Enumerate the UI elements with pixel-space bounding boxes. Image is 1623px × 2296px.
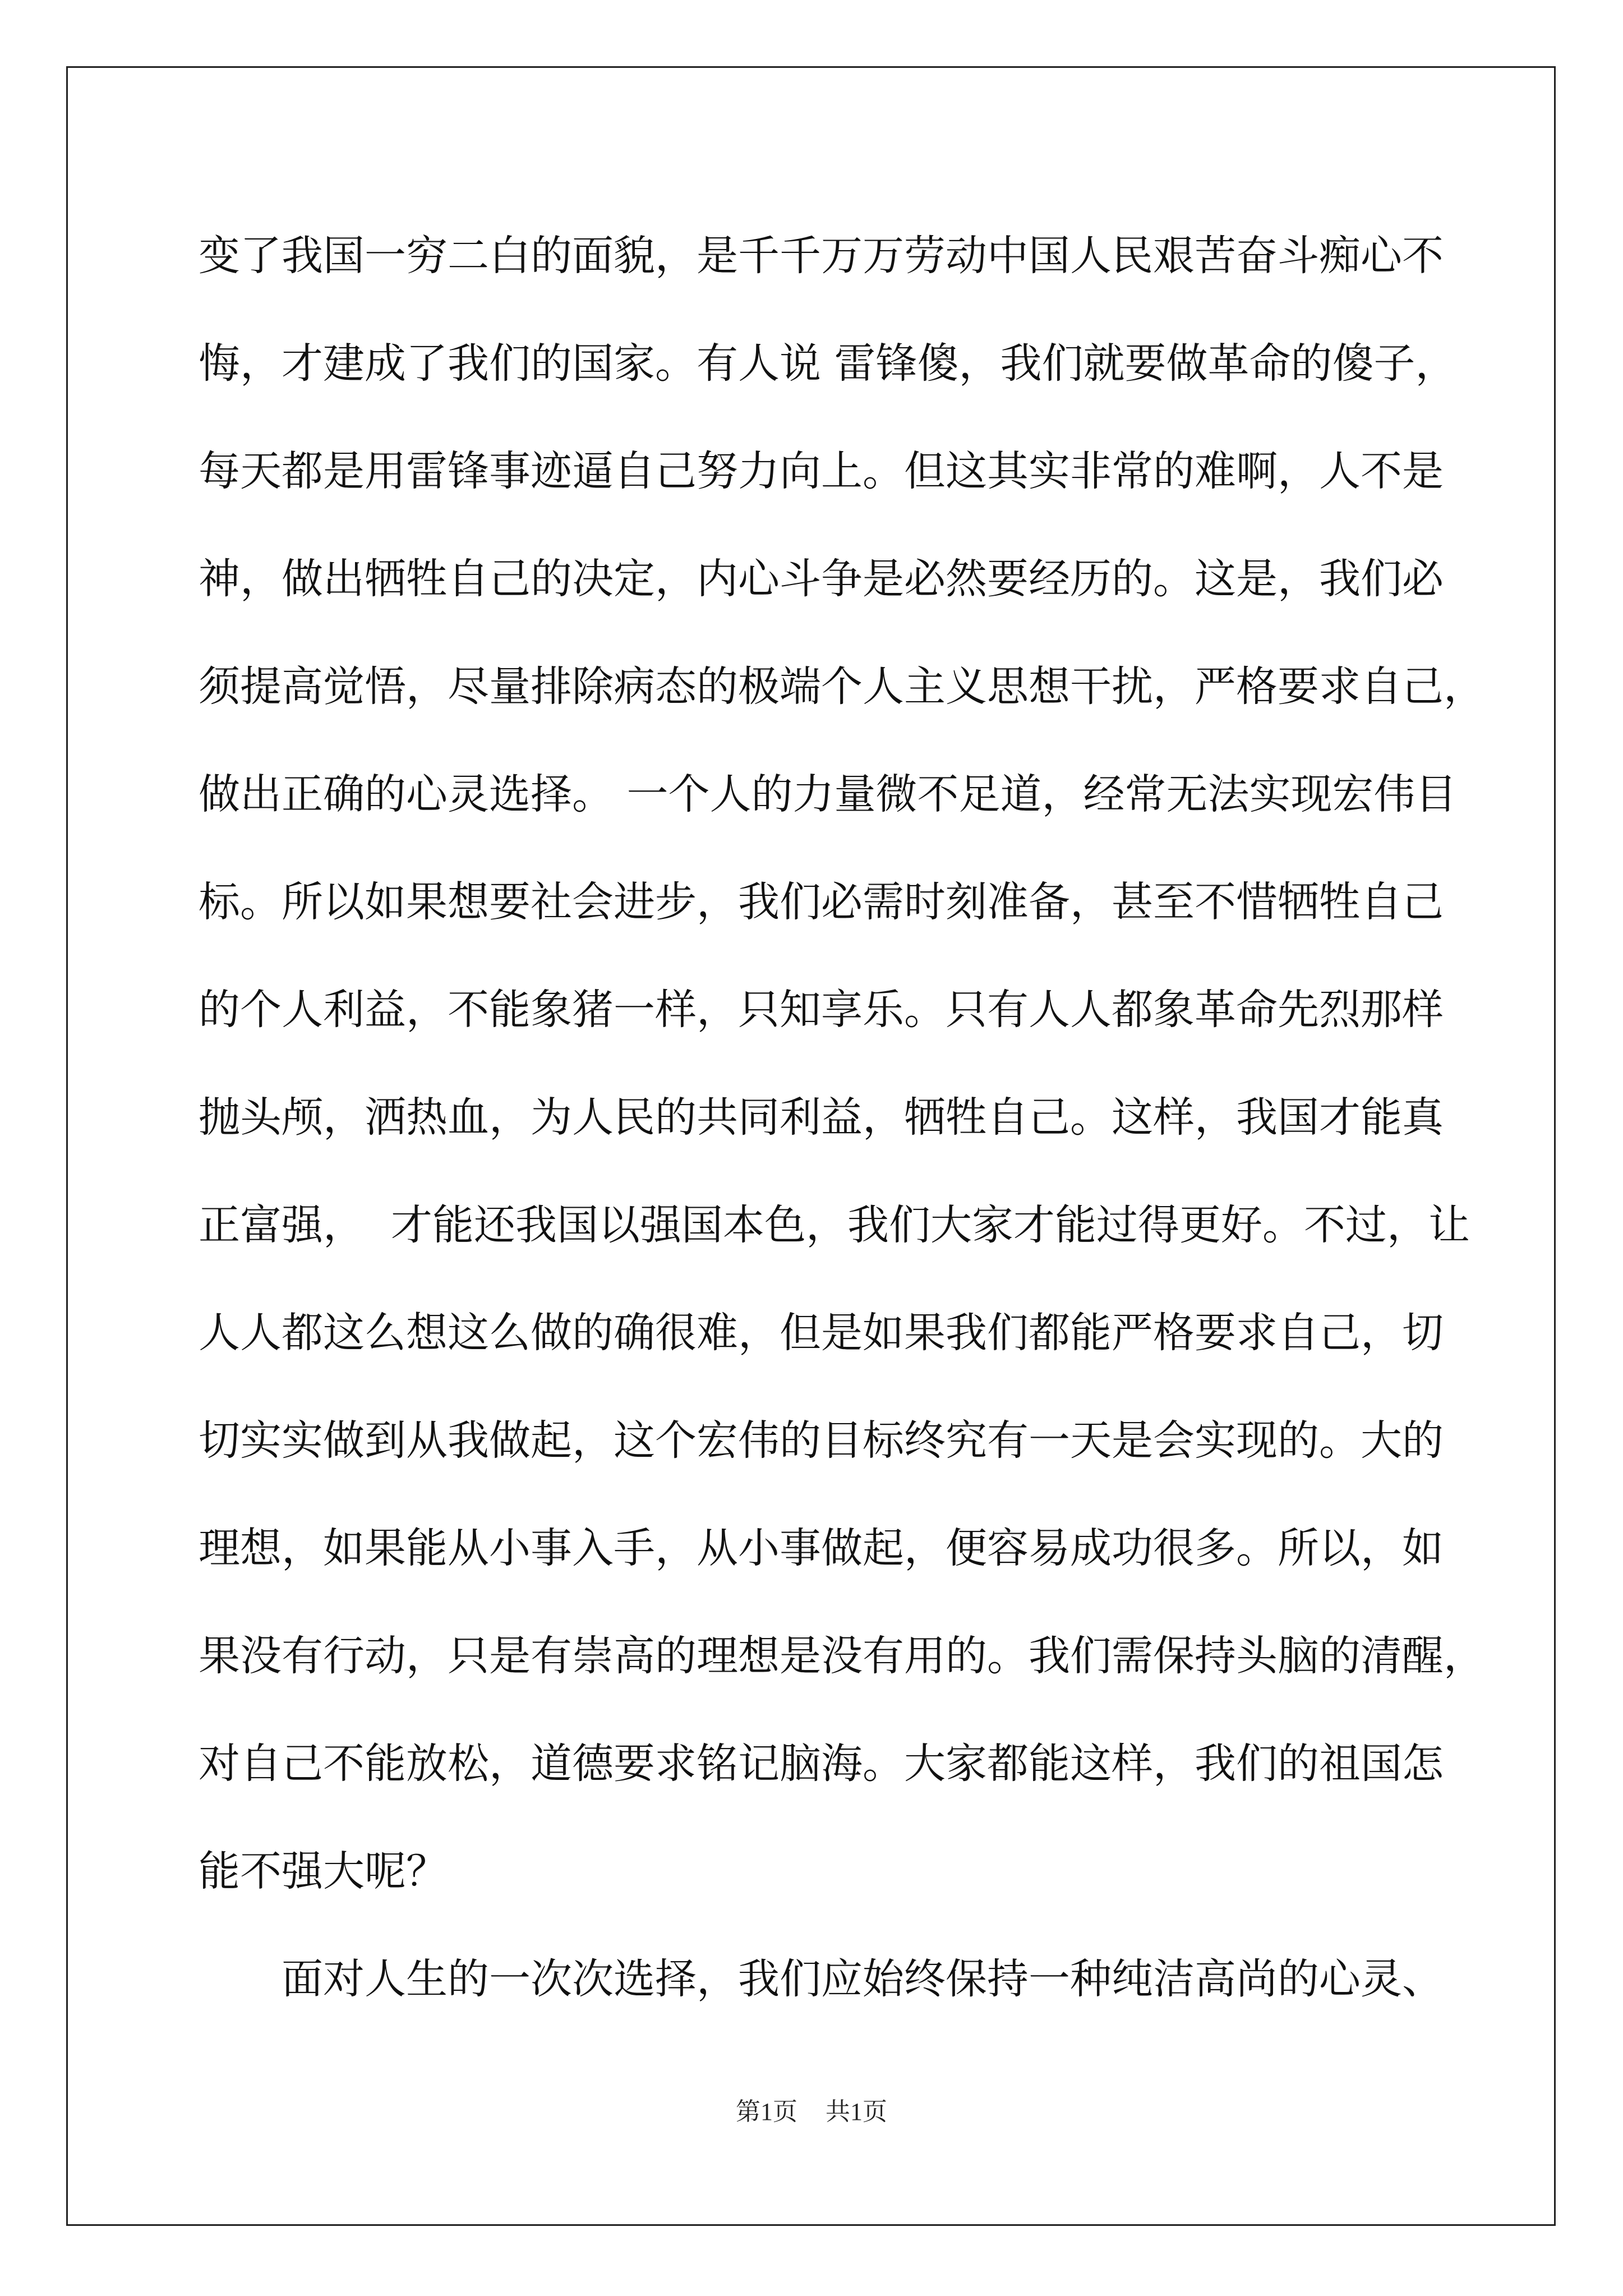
body-line: 能不强大呢？ — [199, 1847, 448, 1895]
body-line: 悔，才建成了我们的国家。有人说 雷锋傻，我们就要做革命的傻子， — [199, 339, 1457, 388]
body-line: 神，做出牺牲自己的决定，内心斗争是必然要经历的。这是，我们必 — [199, 555, 1444, 603]
body-line: 变了我国一穷二白的面貌，是千千万万劳动中国人民艰苦奋斗痴心不 — [199, 232, 1444, 280]
document-body — [199, 202, 1485, 2033]
paragraph-start-line: 面对人生的一次次选择，我们应始终保持一种纯洁高尚的心灵、 — [282, 1955, 1444, 2003]
body-line: 理想，如果能从小事入手，从小事做起，便容易成功很多。所以，如 — [199, 1524, 1444, 1572]
total-pages: 共1页 — [826, 2098, 887, 2125]
body-line: 的个人利益，不能象猪一样，只知享乐。只有人人都象革命先烈那样 — [199, 986, 1444, 1034]
body-line: 每天都是用雷锋事迹逼自己努力向上。但这其实非常的难啊，人不是 — [199, 447, 1444, 495]
page-footer — [0, 2095, 1623, 2129]
body-line: 须提高觉悟，尽量排除病态的极端个人主义思想干扰，严格要求自己， — [199, 662, 1485, 711]
body-line: 做出正确的心灵选择。 一个人的力量微不足道，经常无法实现宏伟目 — [199, 770, 1457, 818]
body-line: 果没有行动，只是有崇高的理想是没有用的。我们需保持头脑的清醒， — [199, 1632, 1485, 1680]
body-line: 对自己不能放松，道德要求铭记脑海。大家都能这样，我们的祖国怎 — [199, 1740, 1444, 1788]
body-line: 标。所以如果想要社会进步，我们必需时刻准备，甚至不惜牺牲自己 — [199, 878, 1444, 926]
body-line: 抛头颅，洒热血，为人民的共同利益，牺牲自己。这样，我国才能真 — [199, 1093, 1444, 1142]
body-line: 切实实做到从我做起，这个宏伟的目标终究有一天是会实现的。大的 — [199, 1416, 1444, 1465]
body-line: 正富强， 才能还我国以强国本色，我们大家才能过得更好。不过，让 — [199, 1201, 1470, 1249]
body-line: 人人都这么想这么做的确很难，但是如果我们都能严格要求自己，切 — [199, 1309, 1444, 1357]
page-number: 第1页 — [736, 2098, 797, 2125]
